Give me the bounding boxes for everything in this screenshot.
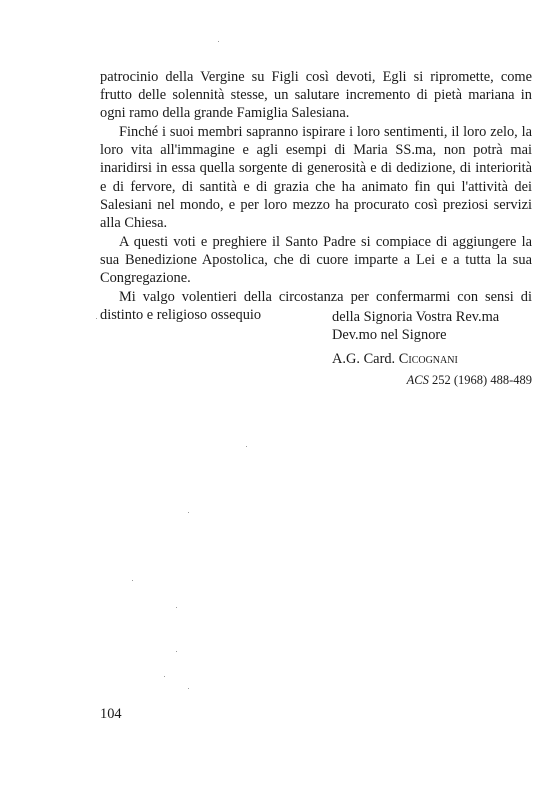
source-reference: 252 (1968) 488-489	[432, 373, 532, 387]
scan-speck	[176, 651, 177, 652]
scan-speck	[188, 512, 189, 513]
paragraph-closing: Mi valgo volentieri della circostanza per confermarmi con sensi di distinto e religioso ossequio	[100, 289, 532, 324]
source-journal: ACS	[406, 373, 429, 387]
scan-speck	[176, 607, 177, 608]
paragraph-benedizione: A questi voti e preghiere il Santo Padre si compiace di aggiungere la sua Benedizione Apostolica, che di cuore imparte a Lei e a tutta la sua Congregazione.	[100, 233, 532, 287]
signature-block	[332, 308, 499, 368]
signatory-title: A.G. Card.	[332, 350, 396, 367]
scan-speck	[218, 41, 219, 42]
scan-speck	[132, 580, 133, 581]
signature-devotion: Dev.mo nel Signore	[332, 327, 447, 344]
paragraph-membri: Finché i suoi membri sapranno ispirare i loro sentimenti, il loro zelo, la loro vita all'immagine e agli esempi di Maria SS.ma, non potrà mai inaridirsi in essa quella sorgente di generosità e di dedizione, di interiorità e di fervore, di santità e di grazia che ha animato fin qui l'attività dei Salesiani nel mondo, e per loro mezzo ha procurato così preziosi servizi alla Chiesa.	[100, 124, 532, 231]
letter-body	[100, 68, 532, 324]
page-number: 104	[100, 706, 122, 722]
scan-speck	[164, 676, 165, 677]
scan-speck	[188, 688, 189, 689]
paragraph-continuation: patrocinio della Vergine su Figli così devoti, Egli si ripromette, come frutto delle solennità stesse, un salutare incremento di pietà mariana in ogni ramo della grande Famiglia Salesiana.	[100, 69, 532, 122]
scan-speck	[96, 318, 97, 319]
signatory-surname: Cicognani	[398, 350, 458, 367]
source-citation	[407, 373, 532, 388]
signatory-name	[332, 350, 499, 368]
scan-speck	[246, 446, 247, 447]
signature-salutation: della Signoria Vostra Rev.ma	[332, 309, 500, 325]
